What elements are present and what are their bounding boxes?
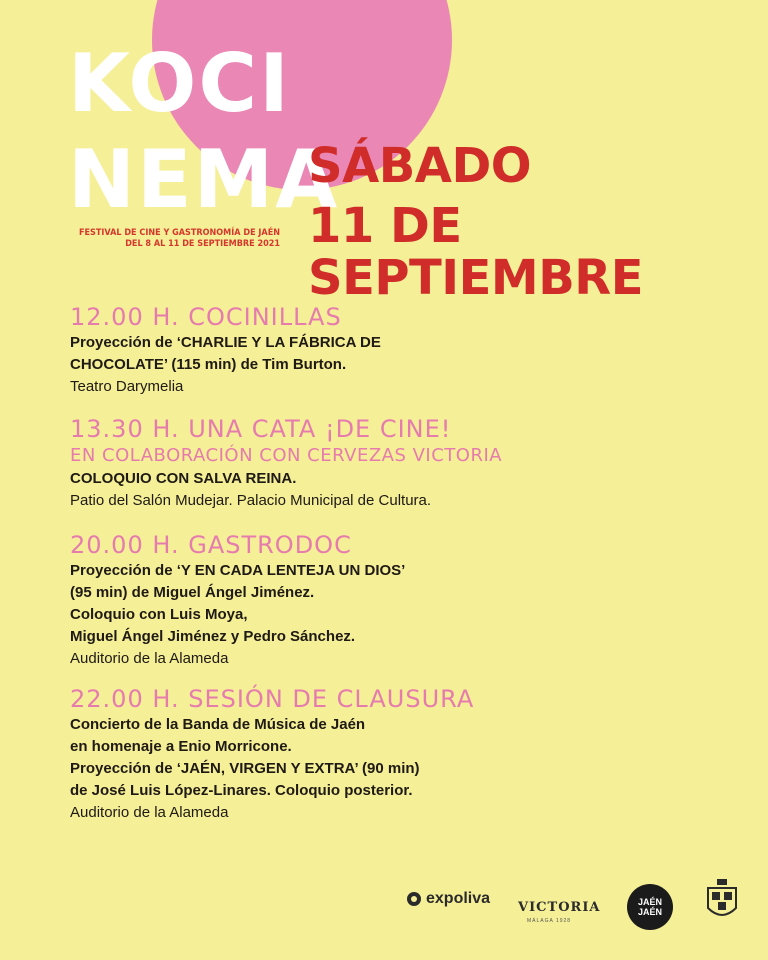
victoria-sub: MÁLAGA 1928 (527, 918, 572, 924)
event-line: CHOCOLATE’ (115 min) de Tim Burton. (70, 356, 347, 373)
festival-subtitle (68, 228, 280, 250)
event-line: COLOQUIO CON SALVA REINA. (70, 470, 297, 487)
event-venue: Patio del Salón Mudejar. Palacio Municipal de Cultura. (70, 492, 432, 509)
city-crest-icon (703, 878, 741, 926)
event-venue: Auditorio de la Alameda (70, 804, 229, 821)
event-line: Coloquio con Luis Moya, (70, 606, 248, 623)
event-line: (95 min) de Miguel Ángel Jiménez. (70, 584, 315, 601)
event-line: de José Luis López-Linares. Coloquio posterior. (70, 782, 413, 799)
event-title: 20.00 H. GASTRODOC (70, 531, 352, 559)
event-line: Proyección de ‘CHARLIE Y LA FÁBRICA DE (70, 334, 381, 351)
event-line: Proyección de ‘JAÉN, VIRGEN Y EXTRA’ (90 min) (70, 760, 420, 777)
date-day: SÁBADO (308, 138, 532, 194)
event-title: 13.30 H. UNA CATA ¡DE CINE! (70, 415, 452, 443)
logo-line-1: KOCI (68, 37, 291, 130)
event-block (70, 302, 710, 398)
subtitle-line-1: FESTIVAL DE CINE Y GASTRONOMÍA DE JAÉN (78, 228, 280, 238)
subtitle-line-2: DEL 8 AL 11 DE SEPTIEMBRE 2021 (125, 239, 280, 249)
event-line: en homenaje a Enio Morricone. (70, 738, 292, 755)
sponsor-logos (405, 876, 750, 946)
expoliva-logo (405, 890, 490, 908)
jaen-line-1: JAÉN (637, 897, 662, 907)
expoliva-text: expoliva (426, 890, 491, 907)
victoria-logo: VICTORIA (518, 900, 601, 915)
event-line: Proyección de ‘Y EN CADA LENTEJA UN DIOS’ (70, 562, 406, 579)
event-venue: Auditorio de la Alameda (70, 650, 229, 667)
event-title: 22.00 H. SESIÓN DE CLAUSURA (70, 685, 475, 713)
event-line: Miguel Ángel Jiménez y Pedro Sánchez. (70, 628, 356, 645)
event-subtitle: EN COLABORACIÓN CON CERVEZAS VICTORIA (70, 445, 503, 466)
jaen-logo (627, 884, 673, 930)
jaen-line-2: JAÉN (637, 907, 662, 917)
logo-line-2: NEMA (68, 133, 340, 226)
event-block (70, 414, 710, 512)
event-line: Concierto de la Banda de Música de Jaén (70, 716, 366, 733)
event-title: 12.00 H. COCINILLAS (70, 303, 342, 331)
olive-icon (405, 890, 423, 908)
event-block (70, 684, 710, 824)
event-venue: Teatro Darymelia (70, 378, 184, 395)
date-full: 11 DE SEPTIEMBRE (308, 198, 644, 306)
event-block (70, 530, 710, 670)
